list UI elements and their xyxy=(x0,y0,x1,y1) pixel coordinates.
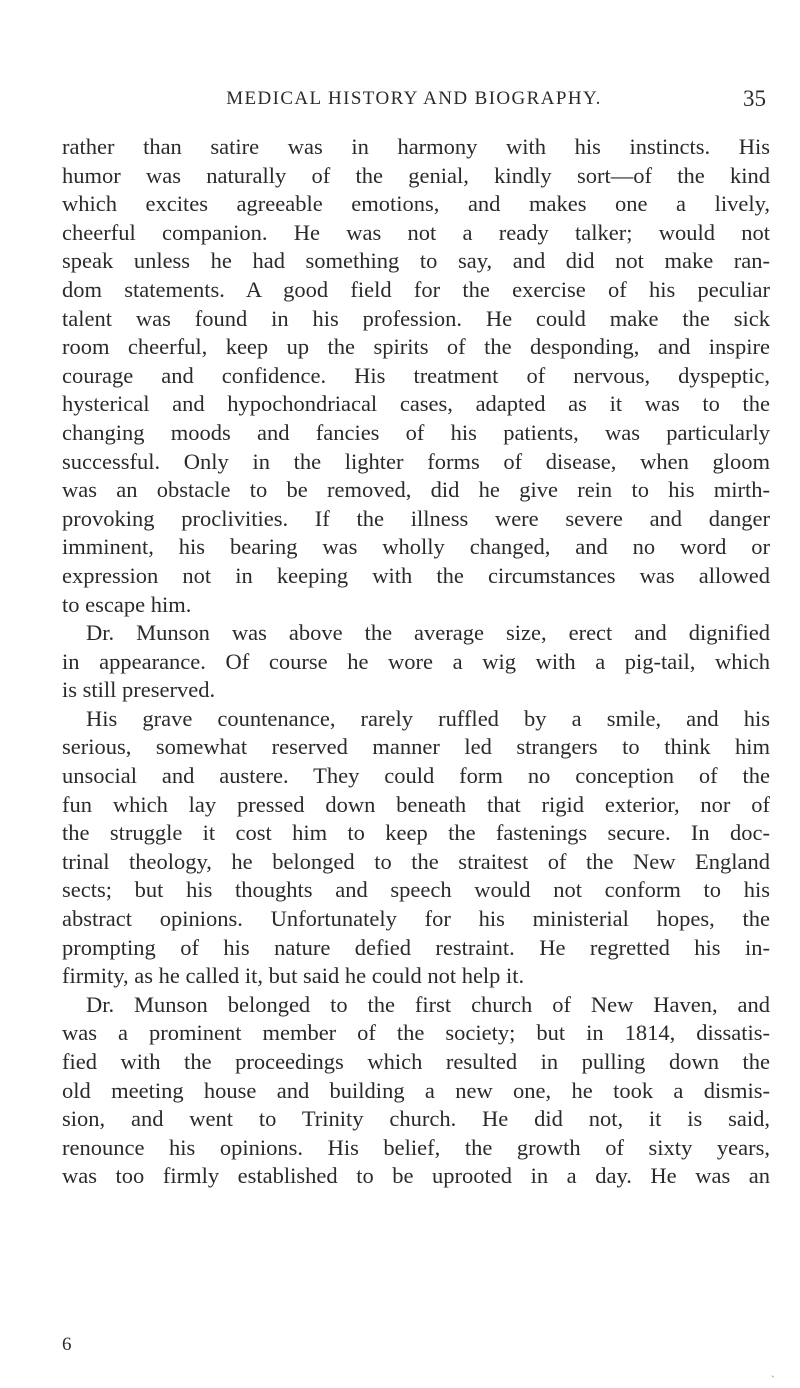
text-line: in appearance. Of course he wore a wig with a pig-tail, which xyxy=(62,648,770,674)
edge-mark: ` xyxy=(771,1373,775,1387)
text-line: was an obstacle to be removed, did he give rein to his mirth- xyxy=(62,477,770,503)
text-line: rather than satire was in harmony with his instincts. His xyxy=(62,134,770,159)
running-title: MEDICAL HISTORY AND BIOGRAPHY. xyxy=(226,88,602,109)
text-line: room cheerful, keep up the spirits of the desponding, and inspire xyxy=(62,334,770,360)
text-line: hysterical and hypochondriacal cases, adapted as it was to the xyxy=(62,391,770,417)
page-number: 35 xyxy=(743,86,766,111)
text-line: Dr. Munson belonged to the first church of New Haven, and xyxy=(86,991,770,1017)
text-line: which excites agreeable emotions, and makes one a lively, xyxy=(62,191,770,217)
text-line: humor was naturally of the genial, kindly sort—of the kind xyxy=(62,162,770,188)
text-line: was too firmly established to be uprooted in a day. He was an xyxy=(62,1163,770,1189)
text-line: unsocial and austere. They could form no conception of the xyxy=(62,763,770,789)
text-line: talent was found in his profession. He could make the sick xyxy=(62,305,770,331)
running-head xyxy=(60,86,768,116)
text-line: firmity, as he called it, but said he could not help it. xyxy=(62,963,525,989)
text-line: serious, somewhat reserved manner led strangers to think him xyxy=(62,734,770,760)
text-line: His grave countenance, rarely ruffled by a smile, and his xyxy=(86,705,770,731)
text-line: successful. Only in the lighter forms of disease, when gloom xyxy=(62,448,770,474)
text-line: the struggle it cost him to keep the fastenings secure. In doc- xyxy=(62,820,770,846)
text-line: speak unless he had something to say, and did not make ran- xyxy=(62,248,770,274)
text-line: is still preserved. xyxy=(62,677,216,703)
text-line: expression not in keeping with the circumstances was allowed xyxy=(62,562,770,588)
text-line: to escape him. xyxy=(62,591,192,617)
text-line: renounce his opinions. His belief, the growth of sixty years, xyxy=(62,1134,770,1160)
text-line: dom statements. A good field for the exercise of his peculiar xyxy=(62,276,770,302)
text-line: changing moods and fancies of his patients, was particularly xyxy=(62,419,770,445)
text-line: prompting of his nature defied restraint. He regretted his in- xyxy=(62,934,770,960)
text-line: courage and confidence. His treatment of nervous, dyspeptic, xyxy=(62,362,770,388)
text-line: Dr. Munson was above the average size, erect and dignified xyxy=(86,620,770,646)
text-line: sion, and went to Trinity church. He did not, it is said, xyxy=(62,1106,770,1132)
body-text xyxy=(62,133,770,1191)
text-line: sects; but his thoughts and speech would not conform to his xyxy=(62,877,770,903)
text-line: was a prominent member of the society; but in 1814, dissatis- xyxy=(62,1020,770,1046)
text-line: fied with the proceedings which resulted in pulling down the xyxy=(62,1049,770,1074)
text-line: old meeting house and building a new one, he took a dismis- xyxy=(62,1077,770,1103)
signature-mark: 6 xyxy=(62,1334,72,1355)
text-line: trinal theology, he belonged to the straitest of the New England xyxy=(62,848,770,874)
text-line: provoking proclivities. If the illness were severe and danger xyxy=(62,505,770,531)
text-line: cheerful companion. He was not a ready talker; would not xyxy=(62,219,770,245)
text-line: abstract opinions. Unfortunately for his ministerial hopes, the xyxy=(62,906,770,932)
text-line: fun which lay pressed down beneath that rigid exterior, nor of xyxy=(62,791,770,817)
text-line: imminent, his bearing was wholly changed, and no word or xyxy=(62,534,770,560)
